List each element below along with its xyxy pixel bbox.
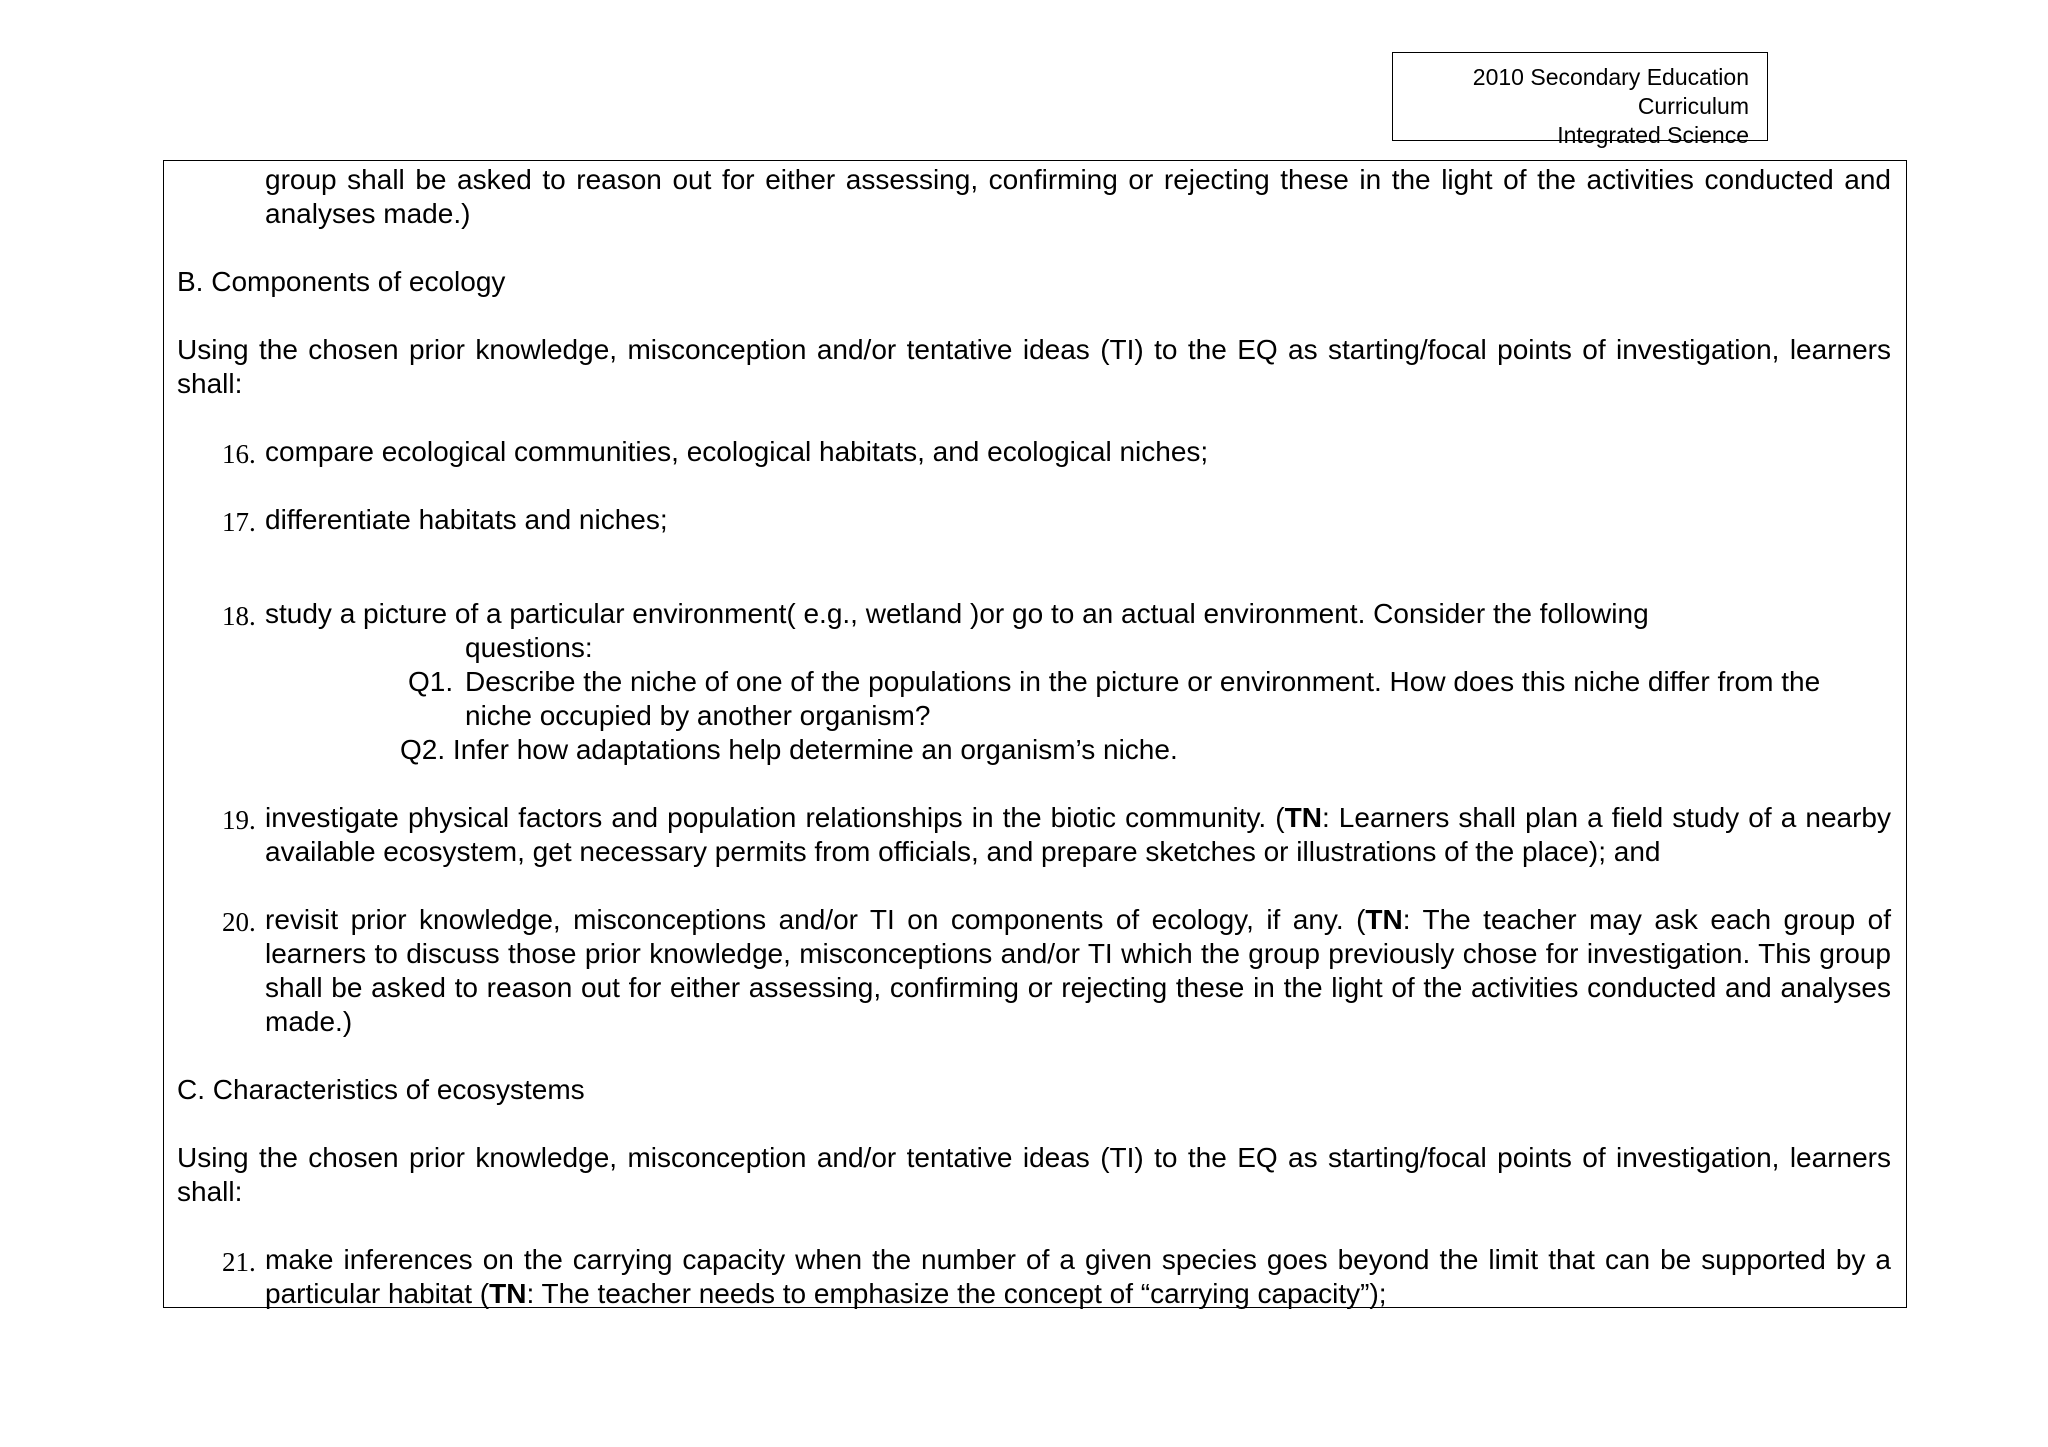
section-c-intro: Using the chosen prior knowledge, misconception and/or tentative ideas (TI) to the EQ as starting/focal points of investigation, learners shall: [177,1142,1891,1207]
item-text-note: : The teacher may ask each group of learners to discuss those prior knowledge, misconceptions and/or TI which the group previously chose for investigation. This group shall be asked to reason out for either assessing, confirming or rejecting these in the light of the activities conducted and analyses made.) [265,904,1891,1037]
item-text-note: : Learners shall plan a field study of a nearby available ecosystem, get necessary permits from officials, and prepare sketches or illustrations of the place); and [265,802,1891,867]
question-1-line-1: Describe the niche of one of the populations in the picture or environment. How does this niche differ from the [465,666,1821,697]
item-text: investigate physical factors and population relationships in the biotic community. ( [265,802,1285,833]
item-number: 18. [222,601,256,631]
item-text: compare ecological communities, ecological habitats, and ecological niches; [265,436,1209,467]
list-item [177,503,1891,537]
item-text: make inferences on the carrying capacity when the number of a given species goes beyond the limit that can be supported by a particular habitat ( [265,1244,1891,1309]
question-1-line-2: niche occupied by another organism? [465,700,931,731]
header-line-2: Integrated Science [1557,122,1749,148]
item-number: 20. [222,907,256,937]
list-item [177,801,1891,869]
item-text-note: : The teacher needs to emphasize the concept of “carrying capacity”); [526,1278,1387,1309]
list-item [177,903,1891,1039]
item-text-continued: questions: [465,632,593,663]
item-number: 17. [222,507,256,537]
item-number: 19. [222,805,256,835]
list-item [177,435,1891,469]
item-text: differentiate habitats and niches; [265,504,668,535]
question-1-label: Q1. [408,666,454,697]
item-number: 21. [222,1247,256,1277]
section-b-intro: Using the chosen prior knowledge, misconception and/or tentative ideas (TI) to the EQ as starting/focal points of investigation, learners shall: [177,334,1891,399]
teacher-note-label: TN [489,1278,527,1309]
item-text: revisit prior knowledge, misconceptions and/or TI on components of ecology, if any. ( [265,904,1366,935]
continuation-paragraph: group shall be asked to reason out for either assessing, confirming or rejecting these in the light of the activities conducted and analyses made.) [265,164,1891,229]
section-c-title: C. Characteristics of ecosystems [177,1074,585,1105]
section-b-title: B. Components of ecology [177,266,506,297]
curriculum-header [1392,52,1768,148]
list-item [177,1243,1891,1311]
teacher-note-label: TN [1284,802,1322,833]
question-2: Q2. Infer how adaptations help determine an organism’s niche. [400,734,1178,765]
header-line-1: 2010 Secondary Education Curriculum [1472,64,1749,119]
item-number: 16. [222,439,256,469]
teacher-note-label: TN [1365,904,1403,935]
content-box [163,160,1907,1308]
item-text: study a picture of a particular environment( e.g., wetland )or go to an actual environment. Consider the following [265,598,1649,629]
list-item [177,597,1891,631]
